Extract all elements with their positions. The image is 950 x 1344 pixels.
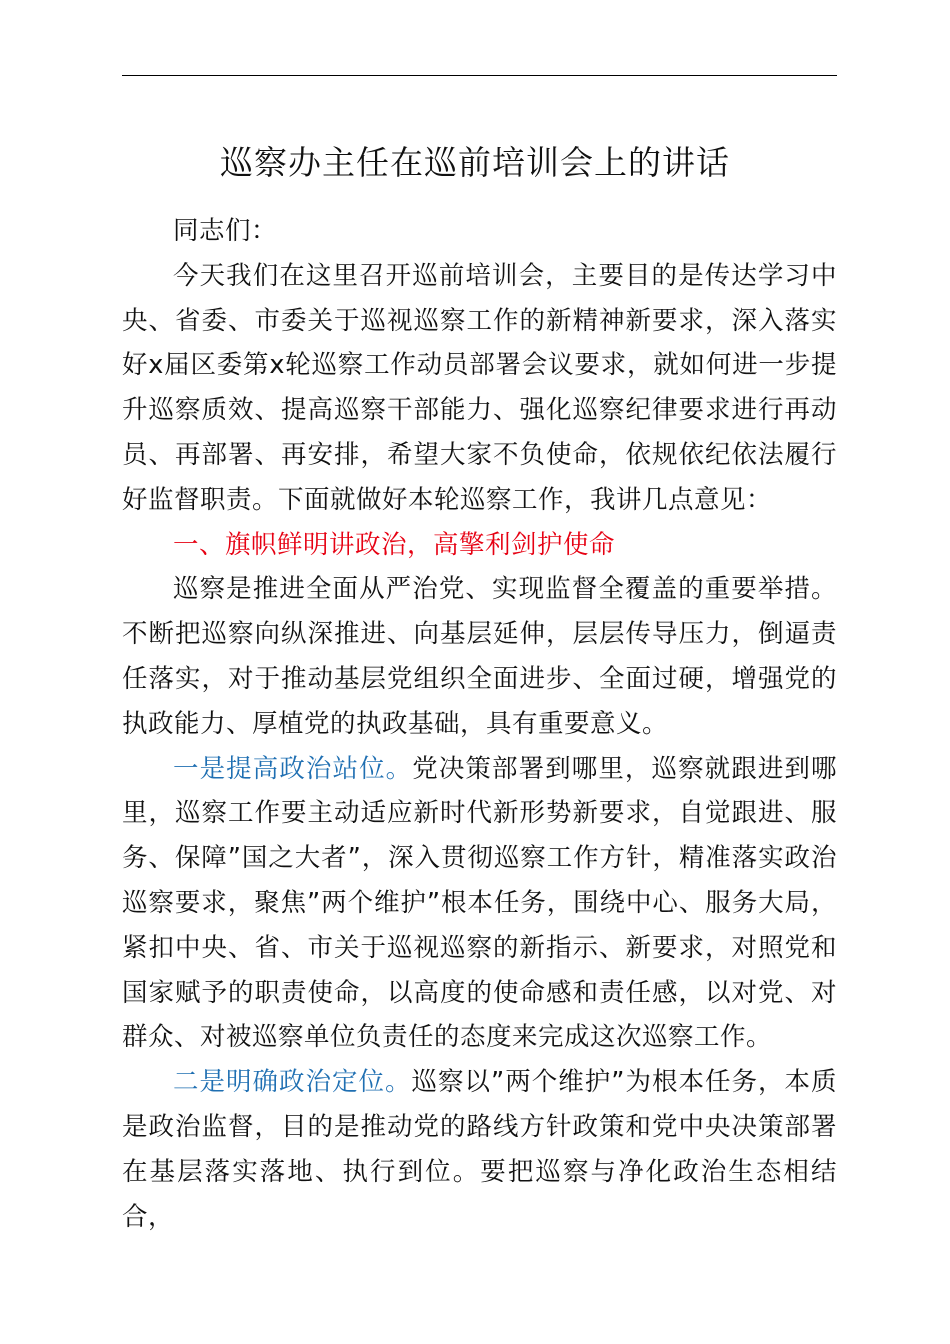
- point-2-lead: 二是明确政治定位。: [173, 1067, 412, 1098]
- paragraph-point-1: [122, 747, 837, 1061]
- point-1-lead: 一是提高政治站位。: [173, 753, 413, 784]
- paragraph-section1-intro: 巡察是推进全面从严治党、实现监督全覆盖的重要举措。不断把巡察向纵深推进、向基层延伸，层层传导压力，倒逼责任落实，对于推动基层党组织全面进步、全面过硬，增强党的执政能力、厚植党的执政基础，具有重要意义。: [122, 574, 837, 739]
- paragraph-intro: 今天我们在这里召开巡前培训会，主要目的是传达学习中央、省委、市委关于巡视巡察工作的新精神新要求，深入落实好x届区委第x轮巡察工作动员部署会议要求，就如何进一步提升巡察质效、提高巡察干部能力、强化巡察纪律要求进行再动员、再部署、再安排，希望大家不负使命，依规依纪依法履行好监督职责。下面就做好本轮巡察工作，我讲几点意见：: [122, 260, 837, 515]
- document-body: [122, 209, 837, 1239]
- point-1-text: 党决策部署到哪里，巡察就跟进到哪里，巡察工作要主动适应新时代新形势新要求，自觉跟进、服务、保障”国之大者”，深入贯彻巡察工作方针，精准落实政治巡察要求，聚焦”两个维护”根本任务，围绕中心、服务大局，紧扣中央、省、市关于巡视巡察的新指示、新要求，对照党和国家赋予的职责使命，以高度的使命感和责任感，以对党、对群众、对被巡察单位负责任的态度来完成这次巡察工作。: [122, 753, 837, 1053]
- greeting: 同志们：: [173, 216, 278, 246]
- section-heading-1: 一、旗帜鲜明讲政治，高擎利剑护使命: [173, 529, 616, 560]
- header-rule: [122, 75, 837, 76]
- paragraph-point-2: [122, 1060, 837, 1239]
- document-title: 巡察办主任在巡前培训会上的讲话: [220, 143, 730, 182]
- point-2-text: 巡察以”两个维护”为根本任务，本质是政治监督，目的是推动党的路线方针政策和党中央决策部署在基层落实落地、执行到位。要把巡察与净化政治生态相结合，: [122, 1067, 837, 1232]
